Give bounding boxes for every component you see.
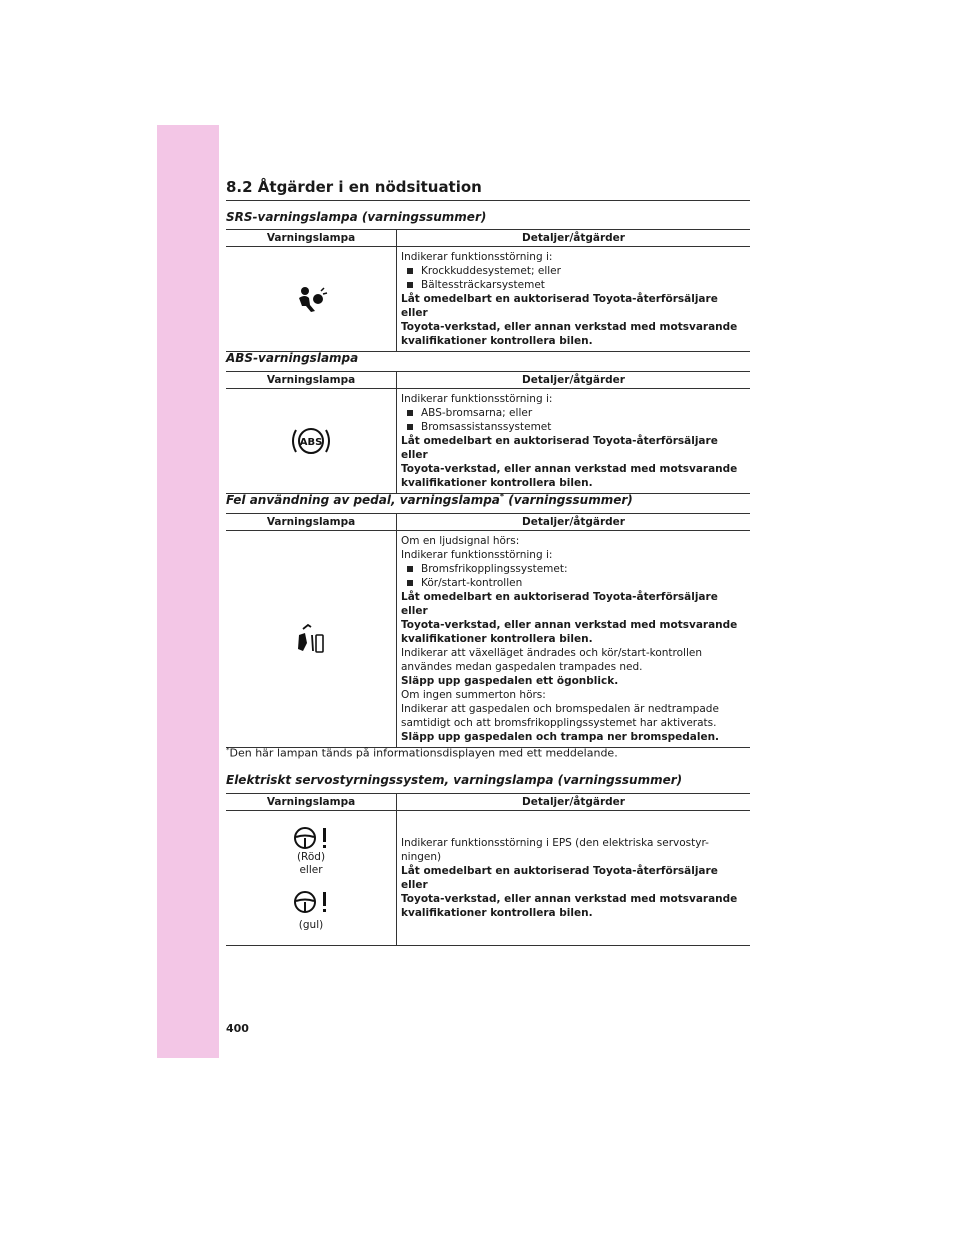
col-details-header: Detaljer/åtgärder	[397, 230, 751, 247]
pedal-table	[226, 513, 750, 748]
pedal-action: Släpp upp gaspedalen och trampa ner bromspedalen.	[401, 731, 720, 743]
pedal-action: kvalifikationer kontrollera bilen.	[401, 633, 593, 645]
srs-action: Låt omedelbart en auktoriserad Toyota-återförsäljare eller	[401, 293, 718, 319]
page-number: 400	[226, 1022, 249, 1035]
abs-item: Bromsassistanssystemet	[401, 420, 746, 434]
footnote	[226, 746, 618, 760]
airbag-warning-icon	[294, 285, 328, 313]
eps-icon-cell	[226, 811, 397, 946]
pedal-icon-cell	[226, 531, 397, 748]
srs-action: kvalifikationer kontrollera bilen.	[401, 335, 593, 347]
pedal-text: Indikerar att växelläget ändrades och kör/start-kontrollen	[401, 647, 702, 659]
srs-intro: Indikerar funktionsstörning i:	[401, 251, 553, 263]
red-label: (Röd)	[296, 850, 326, 863]
col-lamp-header: Varningslampa	[226, 372, 397, 389]
pedal-title-tail: (varningssummer)	[504, 493, 633, 507]
srs-action: Toyota-verkstad, eller annan verkstad med motsvarande	[401, 321, 738, 333]
pedal-details	[397, 531, 751, 748]
abs-action: Låt omedelbart en auktoriserad Toyota-återförsäljare eller	[401, 435, 718, 461]
eps-action: Toyota-verkstad, eller annan verkstad med motsvarande	[401, 893, 738, 905]
footnote-star: *	[226, 746, 230, 754]
col-lamp-header: Varningslampa	[226, 794, 397, 811]
pedal-title	[226, 492, 633, 507]
srs-item: Krockkuddesystemet; eller	[401, 264, 746, 278]
steering-warning-icon-red	[291, 825, 331, 851]
eps-title: Elektriskt servostyrningssystem, varningslampa (varningssummer)	[226, 773, 683, 787]
eps-text: Indikerar funktionsstörning i EPS (den elektriska servostyr-	[401, 837, 709, 849]
col-lamp-header: Varningslampa	[226, 230, 397, 247]
footnote-text: Den här lampan tänds på informationsdisplayen med ett meddelande.	[229, 746, 618, 760]
abs-item: ABS-bromsarna; eller	[401, 406, 746, 420]
steering-warning-icon-yellow	[291, 889, 331, 915]
abs-action: kvalifikationer kontrollera bilen.	[401, 477, 593, 489]
pedal-text: Indikerar funktionsstörning i:	[401, 549, 553, 561]
srs-title: SRS-varningslampa (varningssummer)	[226, 210, 487, 224]
pedal-text: Indikerar att gaspedalen och bromspedalen är nedtrampade	[401, 703, 719, 715]
pedal-text: Om en ljudsignal hörs:	[401, 535, 520, 547]
pedal-text: Om ingen summerton hörs:	[401, 689, 546, 701]
pedal-item: Kör/start-kontrollen	[401, 576, 746, 590]
pedal-text: användes medan gaspedalen trampades ned.	[401, 661, 643, 673]
eps-action: Låt omedelbart en auktoriserad Toyota-återförsäljare eller	[401, 865, 718, 891]
srs-details	[397, 247, 751, 352]
col-lamp-header: Varningslampa	[226, 514, 397, 531]
header-divider	[226, 200, 750, 201]
eps-table	[226, 793, 750, 946]
pedal-action: Släpp upp gaspedalen ett ögonblick.	[401, 675, 619, 687]
pedal-text: samtidigt och att bromsfrikopplingssystemet har aktiverats.	[401, 717, 717, 729]
pedal-title-star: *	[499, 492, 505, 501]
pedal-warning-icon	[293, 623, 329, 655]
pink-sidebar	[157, 125, 219, 1058]
abs-table	[226, 371, 750, 494]
abs-details	[397, 389, 751, 494]
abs-icon-cell	[226, 389, 397, 494]
srs-item: Bältessträckarsystemet	[401, 278, 746, 292]
pedal-action: Toyota-verkstad, eller annan verkstad med motsvarande	[401, 619, 738, 631]
pedal-item: Bromsfrikopplingssystemet:	[401, 562, 746, 576]
eps-text: ningen)	[401, 851, 442, 863]
eps-details	[397, 811, 751, 946]
pedal-title-main: Fel användning av pedal, varningslampa	[226, 493, 500, 507]
abs-title: ABS-varningslampa	[226, 351, 359, 365]
abs-action: Toyota-verkstad, eller annan verkstad med motsvarande	[401, 463, 738, 475]
abs-icon-text: ABS	[299, 437, 323, 448]
section-header: 8.2 Åtgärder i en nödsituation	[226, 178, 482, 196]
abs-warning-icon	[288, 424, 334, 458]
eps-action: kvalifikationer kontrollera bilen.	[401, 907, 593, 919]
pedal-action: Låt omedelbart en auktoriserad Toyota-återförsäljare eller	[401, 591, 718, 617]
or-label: eller	[299, 863, 323, 876]
abs-intro: Indikerar funktionsstörning i:	[401, 393, 553, 405]
col-details-header: Detaljer/åtgärder	[397, 514, 751, 531]
srs-table	[226, 229, 750, 352]
yellow-label: (gul)	[298, 918, 324, 931]
srs-icon-cell	[226, 247, 397, 352]
col-details-header: Detaljer/åtgärder	[397, 372, 751, 389]
col-details-header: Detaljer/åtgärder	[397, 794, 751, 811]
